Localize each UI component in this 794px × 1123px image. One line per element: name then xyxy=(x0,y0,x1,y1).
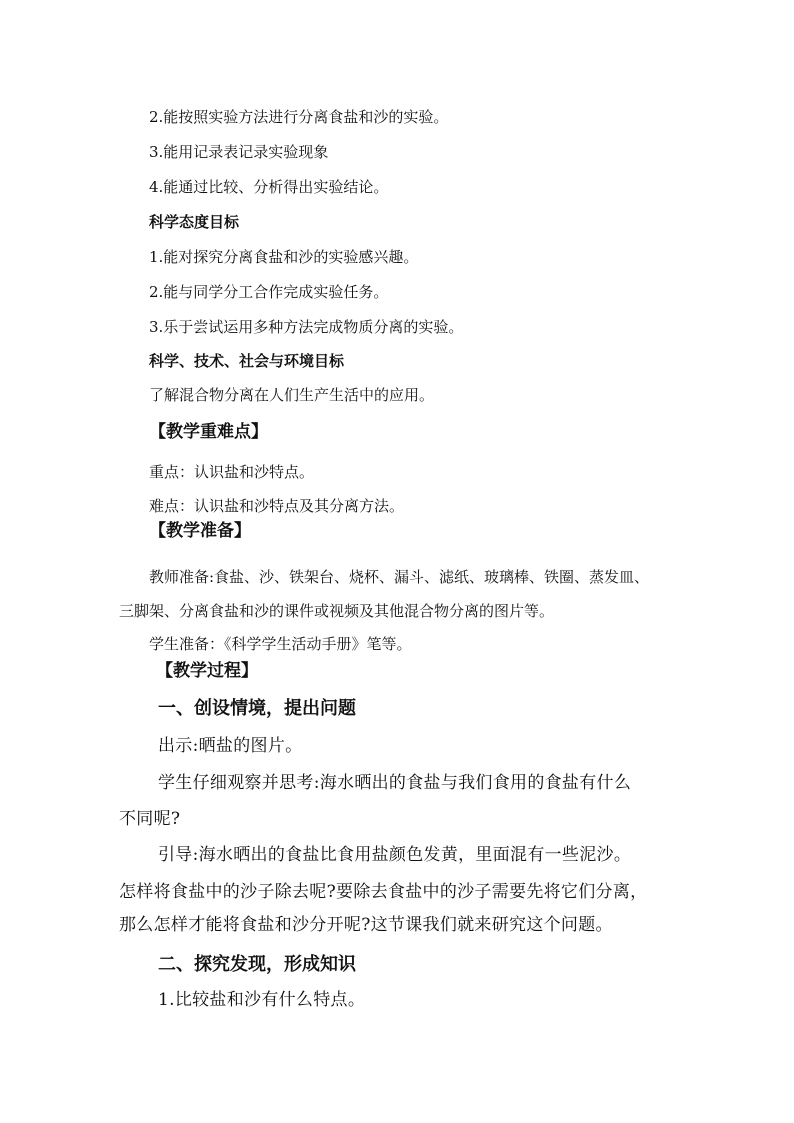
preparation-heading: 【教学准备】 xyxy=(149,521,251,541)
key-points-heading: 【教学重难点】 xyxy=(149,422,268,442)
section-1-observe-line-2: 不同呢? xyxy=(119,809,181,829)
teacher-preparation-line-2: 三脚架、分离食盐和沙的课件或视频及其他混合物分离的图片等。 xyxy=(119,602,555,620)
section-1-heading: 一、创设情境，提出问题 xyxy=(158,698,356,719)
section-1-guide-line-2: 怎样将食盐中的沙子除去呢?要除去食盐中的沙子需要先将它们分离， xyxy=(119,882,648,902)
key-point-difficulty: 难点：认识盐和沙特点及其分离方法。 xyxy=(149,497,405,515)
attitude-item-3: 3.乐于尝试运用多种方法完成物质分离的实验。 xyxy=(149,318,464,336)
process-heading: 【教学过程】 xyxy=(156,661,258,681)
section-2-item-1: 1.比较盐和沙有什么特点。 xyxy=(158,990,366,1010)
attitude-heading: 科学态度目标 xyxy=(149,213,240,231)
section-1-show: 出示:晒盐的图片。 xyxy=(158,736,303,756)
student-preparation: 学生准备：《科学学生活动手册》笔等。 xyxy=(149,635,412,653)
attitude-item-2: 2.能与同学分工合作完成实验任务。 xyxy=(149,283,389,301)
section-2-heading: 二、探究发现，形成知识 xyxy=(158,954,356,975)
teacher-preparation-line-1: 教师准备:食盐、沙、铁架台、烧杯、漏斗、滤纸、玻璃棒、铁圈、蒸发皿、 xyxy=(149,568,650,586)
objective-item-2: 2.能按照实验方法进行分离食盐和沙的实验。 xyxy=(149,108,449,126)
stse-heading: 科学、技术、社会与环境目标 xyxy=(149,352,345,370)
section-1-guide-line-3: 那么怎样才能将食盐和沙分开呢?这节课我们就来研究这个问题。 xyxy=(119,915,613,935)
key-point-focus: 重点：认识盐和沙特点。 xyxy=(149,463,315,481)
objective-item-4: 4.能通过比较、分析得出实验结论。 xyxy=(149,178,389,196)
stse-text: 了解混合物分离在人们生产生活中的应用。 xyxy=(149,386,435,404)
objective-item-3: 3.能用记录表记录实验现象 xyxy=(149,143,329,161)
attitude-item-1: 1.能对探究分离食盐和沙的实验感兴趣。 xyxy=(149,248,419,266)
section-1-guide-line-1: 引导:海水晒出的食盐比食用盐颜色发黄，里面混有一些泥沙。 xyxy=(158,845,632,865)
section-1-observe-line-1: 学生仔细观察并思考:海水晒出的食盐与我们食用的食盐有什么 xyxy=(158,773,632,793)
